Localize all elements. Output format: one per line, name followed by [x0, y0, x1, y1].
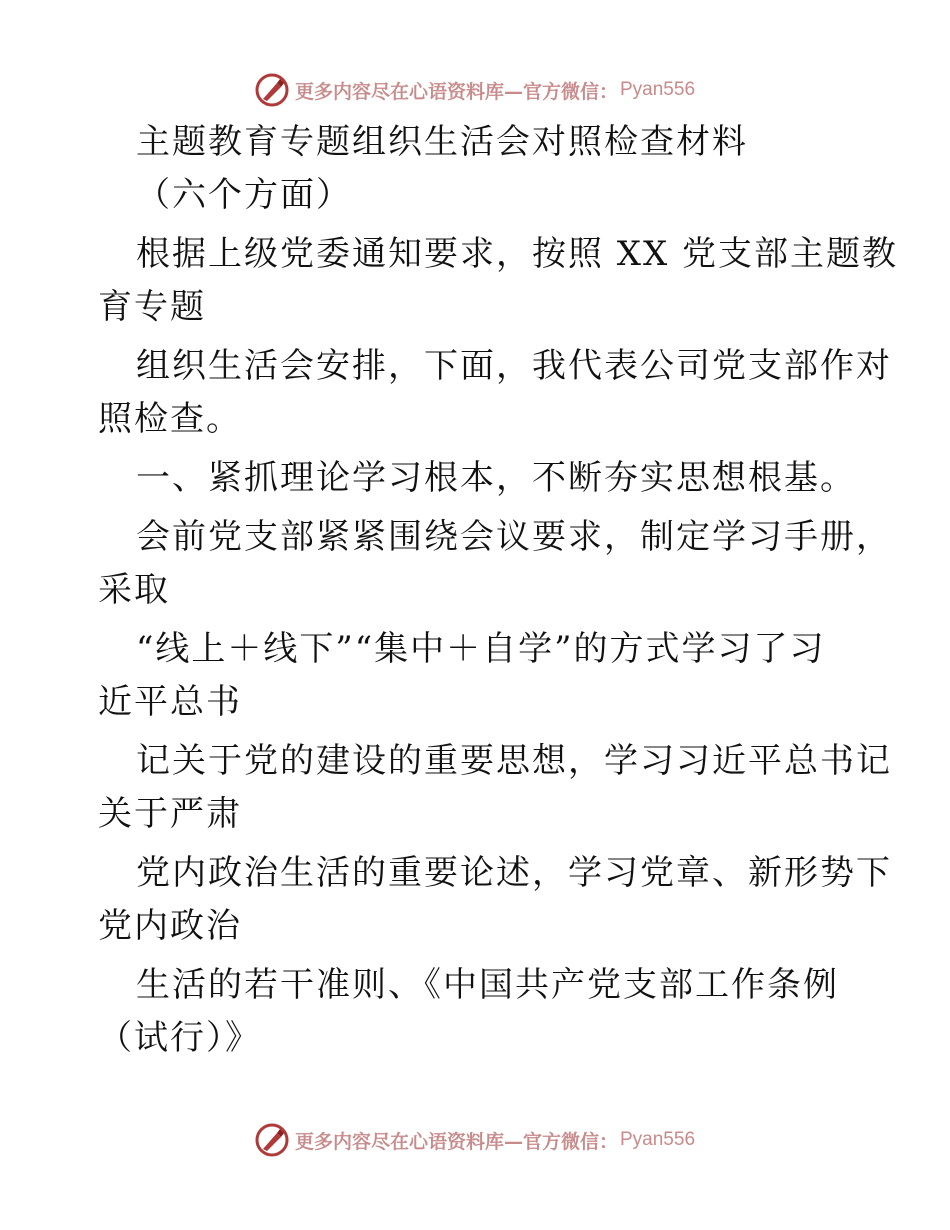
watermark-footer [0, 1120, 950, 1160]
paragraph-line: 照检查。 [98, 399, 242, 439]
paragraph-line: 采取 [98, 570, 170, 610]
watermark-wechat-id: Pyan556 [620, 79, 696, 100]
paragraph-line: “线上＋线下”“集中＋自学”的方式学习了习 [136, 629, 826, 669]
watermark-text: 更多内容尽在心语资料库—官方微信： [294, 80, 618, 103]
paragraph-line: 关于严肃 [98, 794, 242, 834]
paragraph-line: 会前党支部紧紧围绕会议要求，制定学习手册， [136, 517, 892, 557]
paragraph-line: 根据上级党委通知要求，按照 XX 党支部主题教 [136, 234, 899, 274]
paragraph-line: 党内政治 [98, 906, 242, 946]
section-heading: 一、紧抓理论学习根本，不断夯实思想根基。 [136, 458, 856, 498]
paragraph-line: 生活的若干准则、《中国共产党支部工作条例 [136, 965, 839, 1005]
pen-logo-icon [255, 1123, 289, 1157]
paragraph-line: 育专题 [98, 287, 206, 327]
watermark-text: 更多内容尽在心语资料库—官方微信： [294, 1130, 618, 1153]
pen-logo-icon [255, 73, 289, 107]
document-subtitle: （六个方面） [136, 175, 352, 215]
watermark-wechat-id: Pyan556 [620, 1129, 696, 1150]
document-body [98, 122, 899, 1058]
paragraph-line: 记关于党的建设的重要思想，学习习近平总书记 [136, 741, 892, 781]
paragraph-line: （试行）》 [98, 1018, 261, 1058]
watermark-header [0, 70, 950, 110]
document-title: 主题教育专题组织生活会对照检查材料 [136, 122, 748, 162]
paragraph-line: 组织生活会安排，下面，我代表公司党支部作对 [136, 346, 892, 386]
paragraph-line: 近平总书 [98, 682, 242, 722]
paragraph-line: 党内政治生活的重要论述，学习党章、新形势下 [136, 853, 892, 893]
